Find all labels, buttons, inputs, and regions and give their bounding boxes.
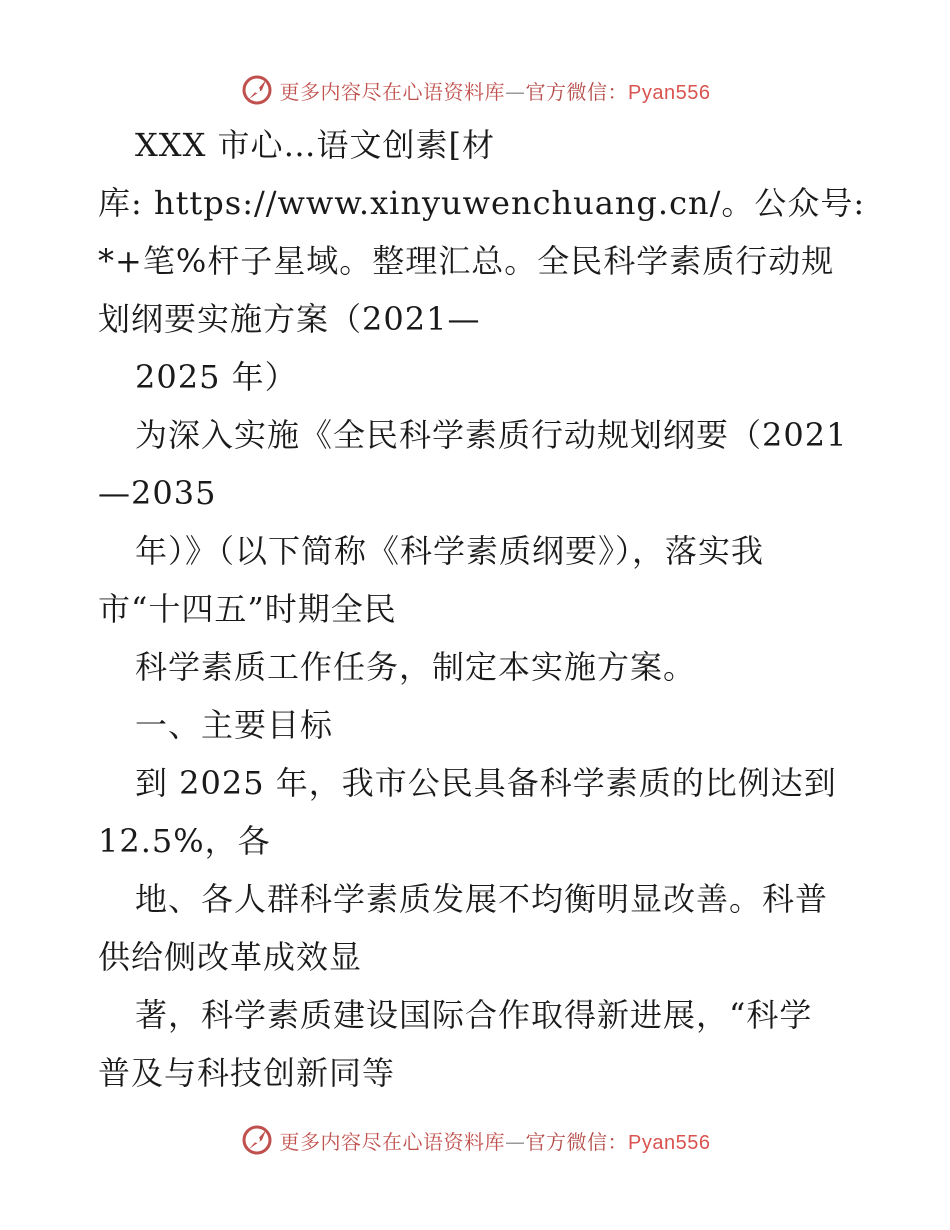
doc-line: 普及与科技创新同等 (98, 1054, 396, 1092)
doc-line: 划纲要实施方案（2021— (98, 300, 481, 338)
doc-line: 供给侧改革成效显 (98, 938, 363, 976)
doc-line: XXX 市心…语文创素[材 (135, 126, 496, 164)
doc-line: 市“十四五”时期全民 (98, 590, 397, 628)
quill-circle-icon (240, 1123, 274, 1157)
doc-line: 库: https://www.xinyuwenchuang.cn/。公众号: (98, 184, 866, 222)
doc-line: 地、各人群科学素质发展不均衡明显改善。科普 (135, 880, 829, 918)
footer-watermark-banner (0, 1120, 950, 1160)
doc-line: *+笔%杆子星域。整理汇总。全民科学素质行动规 (98, 242, 835, 280)
header-watermark-banner (0, 70, 950, 110)
banner-text: 更多内容尽在心语资料库—官方微信：Pyan556 (279, 1129, 711, 1154)
doc-line: 科学素质工作任务，制定本实施方案。 (135, 648, 697, 686)
doc-line: 2025 年） (135, 358, 298, 396)
section-heading: 一、主要目标 (135, 706, 334, 744)
doc-line: 年）》（以下简称《科学素质纲要》），落实我 (135, 532, 765, 570)
quill-circle-icon (240, 73, 274, 107)
doc-line: 到 2025 年，我市公民具备科学素质的比例达到 (135, 764, 837, 802)
doc-line: —2035 (98, 474, 217, 512)
doc-line: 著，科学素质建设国际合作取得新进展，“科学 (135, 996, 813, 1034)
doc-line: 为深入实施《全民科学素质行动规划纲要（2021 (135, 416, 848, 454)
banner-text: 更多内容尽在心语资料库—官方微信：Pyan556 (279, 79, 711, 104)
doc-line: 12.5%，各 (98, 822, 271, 860)
